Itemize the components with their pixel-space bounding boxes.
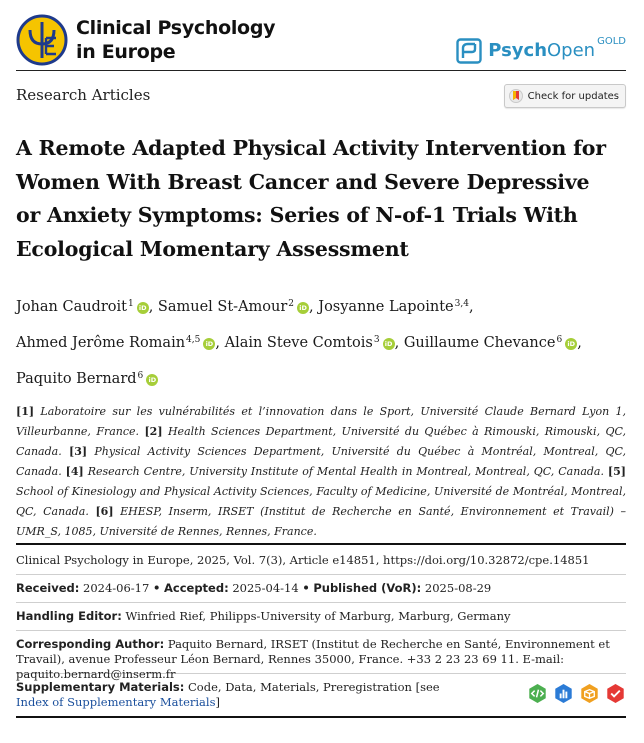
code-badge-icon[interactable] — [527, 683, 548, 704]
affiliation-number: [4] — [65, 465, 84, 478]
corresponding-author-row: Corresponding Author: Paquito Bernard, IRSET (Institut de Recherche en Santé, Environnement et Travail), avenue Professeur Léon Bernard, Rennes 35000, France. +33 2 23 23 69 11. E-mail: paquito.bernard@inserm.fr — [16, 631, 626, 674]
check-updates-button[interactable] — [504, 84, 626, 108]
affiliation-number: [3] — [68, 445, 88, 458]
affiliation-text: Health Sciences Department, Université du Québec à Rimouski, Rimouski, QC, Canada. — [16, 425, 627, 458]
author-item[interactable]: Paquito Bernard$^6$ iD — [16, 371, 158, 387]
author-item[interactable]: Guillaume Chevance$^6$ iD — [404, 335, 577, 351]
editor-value: Winfried Rief, Philipps-University of Marburg, Marburg, Germany — [125, 609, 511, 623]
check-updates-label: Check for updates — [527, 90, 619, 102]
dates-row: Received: 2024-06-17 • Accepted: 2025-04-14 • Published (VoR): 2025-08-29 — [16, 575, 626, 603]
affiliation-text: Physical Activity Sciences Department, Université du Québec à Montréal, Montreal, QC, Canada. — [16, 445, 627, 478]
author-item[interactable]: Ahmed Jerôme Romain$^{4,5}$ iD — [16, 335, 215, 351]
section-label: Research Articles — [16, 86, 151, 104]
affiliation-number: [6] — [95, 505, 114, 518]
header-divider — [16, 70, 626, 71]
affiliations — [16, 402, 626, 542]
accepted-date: 2025-04-14 — [232, 581, 299, 595]
journal-logo-icon — [16, 14, 68, 66]
citation-row — [16, 545, 626, 575]
published-date: 2025-08-29 — [424, 581, 492, 595]
citation-text[interactable]: Clinical Psychology in Europe, 2025, Vol. 7(3), Article e14851, https://doi.org/10.32872/cpe.14851 — [16, 553, 590, 567]
publisher-tier: GOLD — [597, 36, 626, 47]
orcid-icon[interactable]: iD — [146, 374, 158, 386]
check-updates-icon — [509, 88, 523, 104]
author-list: Johan Caudroit$^1$ iD , Samuel St-Amour$^2$ iD , Josyanne Lapointe$^{3,4}$, Ahmed Jerôme Romain$^{4,5}$ iD , Alain Steve Comtois$^3$ iD , Guillaume Chevance$^6$ iD , Paquito Bernard$^6$ iD — [16, 299, 582, 387]
orcid-icon[interactable]: iD — [565, 338, 577, 350]
journal-name-line1: Clinical Psychology — [76, 17, 276, 39]
psychopen-icon — [456, 38, 482, 64]
journal-header — [16, 12, 626, 70]
orcid-icon[interactable]: iD — [137, 302, 149, 314]
affiliation-text: School of Kinesiology and Physical Activity Sciences, Faculty of Medicine, Université de Montréal, Montreal, QC, Canada. — [16, 485, 626, 518]
supplementary-row: Supplementary Materials: Code, Data, Materials, Preregistration [see Index of Supplementary Materials] — [16, 674, 626, 716]
orcid-icon[interactable]: iD — [297, 302, 309, 314]
article-title: A Remote Adapted Physical Activity Intervention for Women With Breast Cancer and Severe Depressive or Anxiety Symptoms: Series of N-of-1 Trials With Ecological Momentary Assessment — [16, 136, 606, 261]
publisher-name: PsychOpen — [488, 40, 596, 61]
received-date: 2024-06-17 — [83, 581, 150, 595]
affiliation-text: Laboratoire sur les vulnérabilités et l’innovation dans le Sport, Université Claude Bernard Lyon 1, Villeurbanne, France. — [16, 405, 626, 438]
preregistration-badge-icon[interactable] — [605, 683, 626, 704]
affiliation-text: EHESP, Inserm, IRSET (Institut de Recherche en Santé, Environnement et Travail) – UMR_S, 1085, Université de Rennes, Rennes, France. — [16, 505, 627, 538]
psychopen-logo[interactable] — [456, 36, 626, 66]
author-item[interactable]: Alain Steve Comtois$^3$ iD — [225, 335, 395, 351]
supplementary-index-link[interactable]: Index of Supplementary Materials — [16, 695, 216, 709]
affiliation-text: Research Centre, University Institute of Mental Health in Montreal, Montreal, QC, Canada. — [87, 465, 604, 478]
materials-badge-icon[interactable] — [579, 683, 600, 704]
affiliation-number: [5] — [607, 465, 626, 478]
journal-name[interactable] — [76, 16, 275, 64]
orcid-icon[interactable]: iD — [203, 338, 215, 350]
editor-row: Handling Editor: Winfried Rief, Philipps-University of Marburg, Marburg, Germany — [16, 603, 626, 631]
supplementary-badges — [527, 683, 626, 704]
affiliation-number: [1] — [16, 405, 35, 418]
article-page — [16, 0, 626, 743]
author-item[interactable]: Samuel St-Amour$^2$ iD — [158, 299, 309, 315]
article-info-box — [16, 543, 626, 718]
affiliation-number: [2] — [144, 425, 163, 438]
data-badge-icon[interactable] — [553, 683, 574, 704]
corresponding-author-value: Paquito Bernard, IRSET (Institut de Recherche en Santé, Environnement et Travail), avenue Professeur Léon Bernard, Rennes 35000, France. +33 2 23 23 69 11. E-mail: paquito.bernard@inserm.fr — [16, 637, 610, 681]
author-item[interactable]: Johan Caudroit$^1$ iD — [16, 299, 149, 315]
journal-name-line2: in Europe — [76, 41, 176, 63]
author-item[interactable]: Josyanne Lapointe$^{3,4}$ — [318, 299, 469, 315]
orcid-icon[interactable]: iD — [383, 338, 395, 350]
